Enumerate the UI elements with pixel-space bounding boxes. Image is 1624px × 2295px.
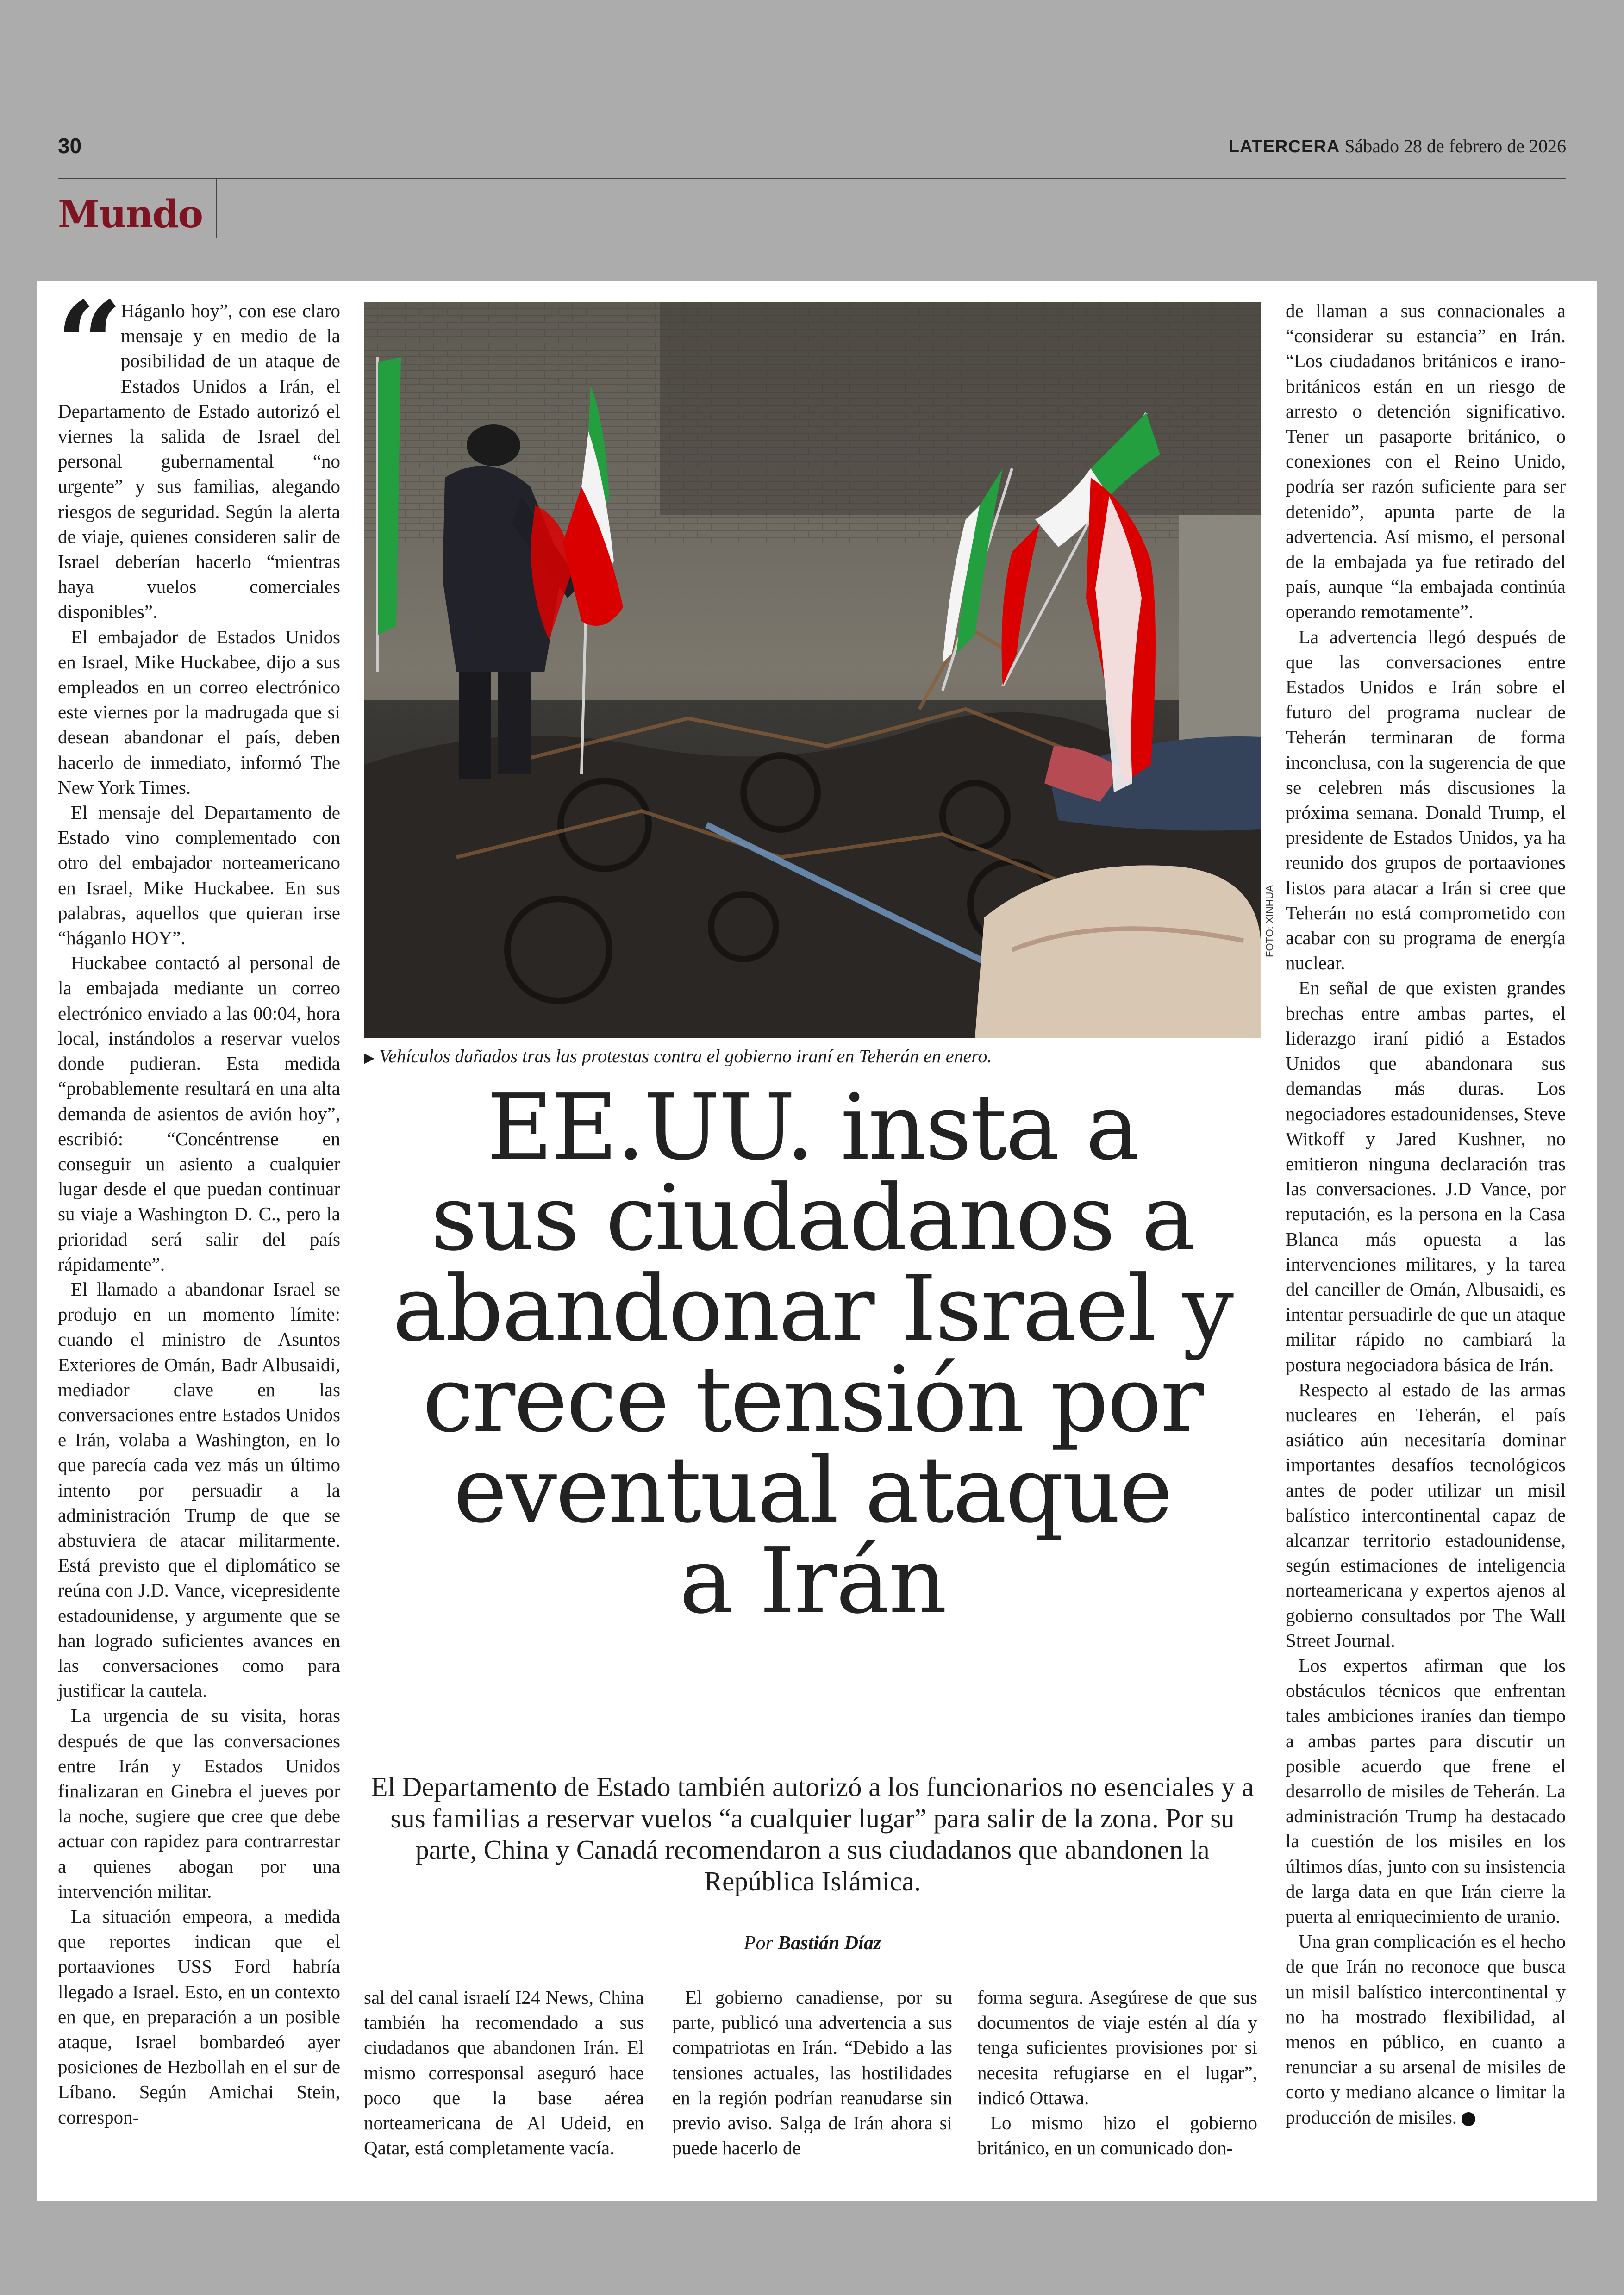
paragraph: Huckabee contactó al personal de la embajada mediante un correo electrónico enviado a las 00:04, hora local, instándolos a reservar vuelos donde pudieran. Esta medida “probablemente resultará en una alta demanda de asientos de avión hoy”, escribió: “Concéntrense en conseguir un asiento a cualquier lugar desde el que puedan continuar su viaje a Washington D. C., pero la prioridad será salir del país rápidamente”. — [58, 952, 340, 1275]
article-sheet — [37, 276, 1597, 2201]
paragraph: El mensaje del Departamento de Estado vino complementado con otro del embajador norteamericano en Israel, Mike Huckabee. En sus palabras, aquellos que quieran irse “háganlo HOY”. — [58, 802, 340, 949]
caption-marker: ▶ — [364, 1050, 375, 1066]
paragraph-text: Una gran complicación es el hecho de que Irán no reconoce que busca un misil balístico intercontinental y no ha mostrado flexibilidad, al menos en público, en cuanto a renunciar a su arsenal de misiles de corto y mediano alcance o limitar la producción de misiles. — [1286, 1931, 1566, 2128]
masthead — [1229, 135, 1566, 157]
page-number: 30 — [58, 134, 82, 158]
paragraph: El gobierno canadiense, por su parte, publicó una advertencia a sus compatriotas en Irán. “Debido a las tensiones actuales, las hostilidades en la región podrían reanudarse sin previo aviso. Salga de Irán ahora si puede hacerlo de — [672, 1987, 952, 2159]
page-header — [0, 0, 1624, 278]
paragraph: El embajador de Estados Unidos en Israel, Mike Huckabee, dijo a sus empleados en un correo electrónico este viernes por la madrugada que si desean abandonar el país, deben hacerlo de inmediato, informó The New York Times. — [58, 626, 340, 798]
end-mark-icon: P — [1462, 2112, 1475, 2126]
header-rule — [58, 178, 1566, 179]
paragraph: La urgencia de su visita, horas después de que las conversaciones entre Irán y Estados Unidos finalizaran en Ginebra el jueves por la noche, sugiere que cree que debe actuar con rapidez para contrarrestar a quienes abogan por una intervención militar. — [58, 1705, 340, 1902]
paragraph: de llaman a sus connacionales a “considerar su estancia” en Irán. “Los ciudadanos británicos e irano-británicos están en un riesgo de arresto o detención significativo. Tener un pasaporte británico, o conexiones con el Reino Unido, podría ser razón suficiente para ser detenido”, apunta parte de la advertencia. Así mismo, el personal de la embajada ya fue retirado del país, aunque “la embajada continúa operando remotamente”. — [1286, 300, 1566, 623]
body-column-left — [56, 276, 340, 2130]
paragraph: Respecto al estado de las armas nucleares en Teherán, el país asiático aún necesitaría dominar importantes desafíos tecnológicos antes de poder utilizar un misil balístico intercontinental capaz de alcanzar territorio estadounidense, según estimaciones de inteligencia norteamericana y expertos ajenos al gobierno consultados por The Wall Street Journal. — [1286, 1378, 1566, 1651]
headline-line: EE.UU. insta a — [487, 1075, 1138, 1180]
headline-line: sus ciudadanos a — [431, 1166, 1194, 1271]
brand-name: LATERCERA — [1228, 137, 1340, 156]
news-photo — [364, 302, 1261, 1038]
byline-prefix: Por — [743, 1933, 773, 1954]
paragraph: La situación empeora, a medida que reportes indican que el portaaviones USS Ford habría llegado a Israel. Esto, en un contexto en que, en preparación a un posible ataque, Israel bombardeó ayer posiciones de Hezbollah en el sur de Líbano. Según Amichai Stein, correspon- — [58, 1906, 340, 2128]
headline — [364, 1075, 1261, 1634]
headline-line: abandonar Israel y — [392, 1256, 1233, 1362]
body-column-bottom-3 — [977, 1985, 1257, 2160]
body-column-bottom-1 — [364, 1985, 644, 2160]
body-column-right — [1286, 298, 1566, 2130]
paragraph — [1286, 1929, 1566, 2130]
paragraph: Los expertos afirman que los obstáculos técnicos que enfrentan tales ambiciones iraníes dan tiempo a ambas partes para discutir un posible acuerdo que frene el desarrollo de misiles de Teherán. La administración Trump ha destacado la cuestión de los misiles en los últimos días, junto con su insistencia de larga data en que Irán cierre la puerta al enriquecimiento de uranio. — [1286, 1654, 1566, 1927]
byline-author: Bastián Díaz — [778, 1933, 881, 1954]
section-title: Mundo — [58, 192, 203, 237]
paragraph: Háganlo hoy”, con ese claro mensaje y en medio de la posibilidad de un ataque de Estados Unidos a Irán, el Departamento de Estado autorizó el viernes la salida de Israel del personal gubernamental “no urgente” y sus familias, alegando riesgos de seguridad. Según la alerta de viaje, quienes consideren salir de Israel deberían hacerlo “mientras haya vuelos comerciales disponibles”. — [58, 300, 340, 623]
byline — [364, 1932, 1261, 1954]
deck-subheadline: El Departamento de Estado también autorizó a los funcionarios no esenciales y a sus familias a reservar vuelos “a cualquier lugar” para salir de la zona. Por su parte, China y Canadá recomendaron a sus ciudadanos que abandonen la República Islámica. — [371, 1771, 1254, 1896]
opening-quote-mark: “ — [56, 276, 114, 412]
issue-date: Sábado 28 de febrero de 2026 — [1344, 136, 1566, 156]
headline-line: crece tensión por — [422, 1347, 1203, 1453]
paragraph: En señal de que existen grandes brechas entre ambas partes, el liderazgo iraní pidió a Estados Unidos que abandonara sus demandas más duras. Los negociadores estadounidenses, Steve Witkoff y Jared Kushner, no emitieron ninguna declaración tras las conversaciones. J.D Vance, por reputación, es la persona en la Casa Blanca más opuesta a las intervenciones militares, y la tarea del canciller de Omán, Albusaidi, es intentar persuadirle de que un ataque militar rápido no cambiará la postura negociadora básica de Irán. — [1286, 977, 1566, 1375]
paragraph: sal del canal israelí I24 News, China también ha recomendado a sus ciudadanos que abandonen Irán. El mismo corresponsal aseguró hace poco que la base aérea norteamericana de Al Udeid, en Qatar, está completamente vacía. — [364, 1987, 644, 2159]
photo-caption — [364, 1045, 1261, 1067]
headline-line: eventual ataque — [453, 1438, 1172, 1543]
caption-text: Vehículos dañados tras las protestas contra el gobierno iraní en Teherán en enero. — [379, 1046, 992, 1066]
paragraph: forma segura. Asegúrese de que sus documentos de viaje estén al día y tenga suficientes provisiones por si necesita refugiarse en el lugar”, indicó Ottawa. — [977, 1987, 1257, 2108]
photo-credit: FOTO: XINHUA — [1264, 885, 1275, 957]
paragraph: Lo mismo hizo el gobierno británico, en un comunicado don- — [977, 2112, 1257, 2159]
headline-line: a Irán — [679, 1528, 946, 1634]
photo-illustration — [364, 302, 1261, 1038]
body-column-bottom-2 — [672, 1985, 952, 2160]
section-divider — [216, 178, 217, 238]
paragraph: La advertencia llegó después de que las conversaciones entre Estados Unidos e Irán sobre el futuro del programa nuclear de Teherán terminaran de forma inconclusa, con la sugerencia de que se celebren más discusiones la próxima semana. Donald Trump, el presidente de Estados Unidos, ya ha reunido dos grupos de portaaviones listos para atacar a Irán si cree que Teherán no está comprometido con acabar con su programa de energía nuclear. — [1286, 626, 1566, 974]
paragraph: El llamado a abandonar Israel se produjo en un momento límite: cuando el ministro de Asuntos Exteriores de Omán, Badr Albusaidi, mediador clave en las conversaciones entre Estados Unidos e Irán, volaba a Washington, en lo que parecía cada vez más un último intento por persuadir a la administración Trump de que se abstuviera de atacar militarmente. Está previsto que el diplomático se reúna con J.D. Vance, vicepresidente estadounidense, y argumente que se han logrado suficientes avances en las conversaciones como para justificar la cautela. — [58, 1278, 340, 1702]
